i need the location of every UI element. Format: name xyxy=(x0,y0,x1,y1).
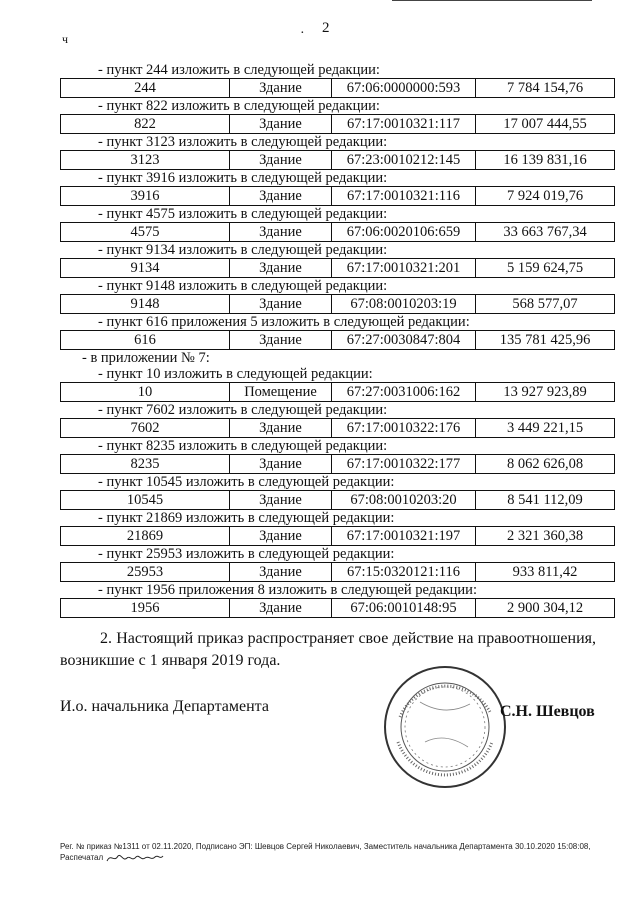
cadastral-value-cell: 13 927 923,89 xyxy=(476,383,615,402)
item-type-cell: Здание xyxy=(230,455,332,474)
cadastral-number-cell: 67:06:0010148:95 xyxy=(332,599,476,618)
table-row xyxy=(61,527,615,546)
item-number-cell: 1956 xyxy=(61,599,230,618)
item-type-cell: Здание xyxy=(230,563,332,582)
cadastral-value-cell: 8 541 112,09 xyxy=(476,491,615,510)
item-heading: - пункт 4575 изложить в следующей редакции: xyxy=(98,206,388,222)
cadastral-number-cell: 67:27:0030847:804 xyxy=(332,331,476,350)
item-number-cell: 9134 xyxy=(61,259,230,278)
item-number-cell: 25953 xyxy=(61,563,230,582)
table-row xyxy=(61,79,615,98)
item-heading: - пункт 21869 изложить в следующей редакции: xyxy=(98,510,395,526)
cadastral-value-cell: 7 924 019,76 xyxy=(476,187,615,206)
cadastral-number-cell: 67:17:0010321:197 xyxy=(332,527,476,546)
item-number-cell: 3123 xyxy=(61,151,230,170)
item-type-cell: Помещение xyxy=(230,383,332,402)
table-row xyxy=(61,383,615,402)
item-heading: - пункт 25953 изложить в следующей редакции: xyxy=(98,546,395,562)
cadastral-number-cell: 67:06:0020106:659 xyxy=(332,223,476,242)
item-type-cell: Здание xyxy=(230,491,332,510)
item-type-cell: Здание xyxy=(230,599,332,618)
item-number-cell: 10 xyxy=(61,383,230,402)
footer-printed-label: Распечатал xyxy=(60,853,104,863)
item-table xyxy=(60,382,615,402)
cadastral-value-cell: 17 007 444,55 xyxy=(476,115,615,134)
table-row xyxy=(61,491,615,510)
table-row xyxy=(61,599,615,618)
cadastral-number-cell: 67:17:0010321:116 xyxy=(332,187,476,206)
signatory-name: С.Н. Шевцов xyxy=(500,703,595,720)
cadastral-value-cell: 568 577,07 xyxy=(476,295,615,314)
cadastral-value-cell: 8 062 626,08 xyxy=(476,455,615,474)
table-row xyxy=(61,223,615,242)
cadastral-value-cell: 33 663 767,34 xyxy=(476,223,615,242)
footer-line-1: Рег. № приказ №1311 от 02.11.2020, Подписано ЭП: Шевцов Сергей Николаевич, Заместитель начальника Департамента 30.10.2020 15:08:08, xyxy=(60,842,591,851)
cadastral-number-cell: 67:08:0010203:19 xyxy=(332,295,476,314)
item-heading: - пункт 822 изложить в следующей редакции: xyxy=(98,98,380,114)
item-type-cell: Здание xyxy=(230,259,332,278)
item-heading: - пункт 9148 изложить в следующей редакции: xyxy=(98,278,388,294)
item-type-cell: Здание xyxy=(230,295,332,314)
table-row xyxy=(61,455,615,474)
cadastral-number-cell: 67:15:0320121:116 xyxy=(332,563,476,582)
item-heading: - пункт 10 изложить в следующей редакции: xyxy=(98,366,373,382)
item-table xyxy=(60,454,615,474)
item-type-cell: Здание xyxy=(230,79,332,98)
item-table xyxy=(60,526,615,546)
table-row xyxy=(61,151,615,170)
cadastral-number-cell: 67:08:0010203:20 xyxy=(332,491,476,510)
item-table xyxy=(60,186,615,206)
cadastral-number-cell: 67:17:0010322:177 xyxy=(332,455,476,474)
item-heading: - пункт 1956 приложения 8 изложить в следующей редакции: xyxy=(98,582,477,598)
item-number-cell: 10545 xyxy=(61,491,230,510)
item-table xyxy=(60,258,615,278)
cadastral-number-cell: 67:17:0010321:117 xyxy=(332,115,476,134)
item-table xyxy=(60,78,615,98)
margin-mark: ч xyxy=(62,32,69,46)
appendix-7-heading: - в приложении № 7: xyxy=(82,350,210,366)
cadastral-value-cell: 3 449 221,15 xyxy=(476,419,615,438)
item-table xyxy=(60,598,615,618)
signatory-role: И.о. начальника Департамента xyxy=(60,698,269,715)
item-heading: - пункт 616 приложения 5 изложить в следующей редакции: xyxy=(98,314,470,330)
cadastral-value-cell: 7 784 154,76 xyxy=(476,79,615,98)
item-table xyxy=(60,150,615,170)
item-heading: - пункт 9134 изложить в следующей редакции: xyxy=(98,242,388,258)
item-table xyxy=(60,418,615,438)
cadastral-value-cell: 2 900 304,12 xyxy=(476,599,615,618)
item-number-cell: 21869 xyxy=(61,527,230,546)
item-heading: - пункт 3916 изложить в следующей редакции: xyxy=(98,170,388,186)
item-type-cell: Здание xyxy=(230,187,332,206)
margin-dot: · xyxy=(300,26,305,41)
item-number-cell: 244 xyxy=(61,79,230,98)
item-table xyxy=(60,330,615,350)
item-heading: - пункт 3123 изложить в следующей редакции: xyxy=(98,134,388,150)
cadastral-number-cell: 67:06:0000000:593 xyxy=(332,79,476,98)
item-number-cell: 4575 xyxy=(61,223,230,242)
cadastral-value-cell: 135 781 425,96 xyxy=(476,331,615,350)
cadastral-value-cell: 2 321 360,38 xyxy=(476,527,615,546)
item-table xyxy=(60,294,615,314)
table-row xyxy=(61,187,615,206)
table-row xyxy=(61,419,615,438)
item-number-cell: 3916 xyxy=(61,187,230,206)
item-number-cell: 8235 xyxy=(61,455,230,474)
item-table xyxy=(60,222,615,242)
item-table xyxy=(60,490,615,510)
item-heading: - пункт 244 изложить в следующей редакции: xyxy=(98,62,380,78)
item-heading: - пункт 10545 изложить в следующей редакции: xyxy=(98,474,395,490)
item-heading: - пункт 8235 изложить в следующей редакции: xyxy=(98,438,388,454)
official-seal-stamp xyxy=(380,662,510,792)
cadastral-number-cell: 67:17:0010321:201 xyxy=(332,259,476,278)
item-type-cell: Здание xyxy=(230,151,332,170)
item-type-cell: Здание xyxy=(230,527,332,546)
item-type-cell: Здание xyxy=(230,223,332,242)
item-heading: - пункт 7602 изложить в следующей редакции: xyxy=(98,402,388,418)
item-number-cell: 616 xyxy=(61,331,230,350)
page-number: 2 xyxy=(322,20,330,36)
footer-line-2 xyxy=(60,852,600,864)
handwritten-signature xyxy=(105,852,165,864)
table-row xyxy=(61,563,615,582)
paragraph-2: 2. Настоящий приказ распространяет свое действие на правоотношения, возникшие с 1 января 2019 года. xyxy=(60,630,596,669)
table-row xyxy=(61,295,615,314)
item-number-cell: 9148 xyxy=(61,295,230,314)
table-row xyxy=(61,115,615,134)
cadastral-number-cell: 67:17:0010322:176 xyxy=(332,419,476,438)
item-type-cell: Здание xyxy=(230,331,332,350)
cadastral-value-cell: 5 159 624,75 xyxy=(476,259,615,278)
cadastral-value-cell: 16 139 831,16 xyxy=(476,151,615,170)
amendments-list xyxy=(60,62,596,618)
item-type-cell: Здание xyxy=(230,419,332,438)
cadastral-number-cell: 67:23:0010212:145 xyxy=(332,151,476,170)
cadastral-number-cell: 67:27:0031006:162 xyxy=(332,383,476,402)
item-number-cell: 822 xyxy=(61,115,230,134)
item-table xyxy=(60,114,615,134)
item-table xyxy=(60,562,615,582)
top-edge-line xyxy=(392,0,592,1)
item-number-cell: 7602 xyxy=(61,419,230,438)
table-row xyxy=(61,331,615,350)
item-type-cell: Здание xyxy=(230,115,332,134)
cadastral-value-cell: 933 811,42 xyxy=(476,563,615,582)
table-row xyxy=(61,259,615,278)
registration-footer xyxy=(60,842,600,864)
